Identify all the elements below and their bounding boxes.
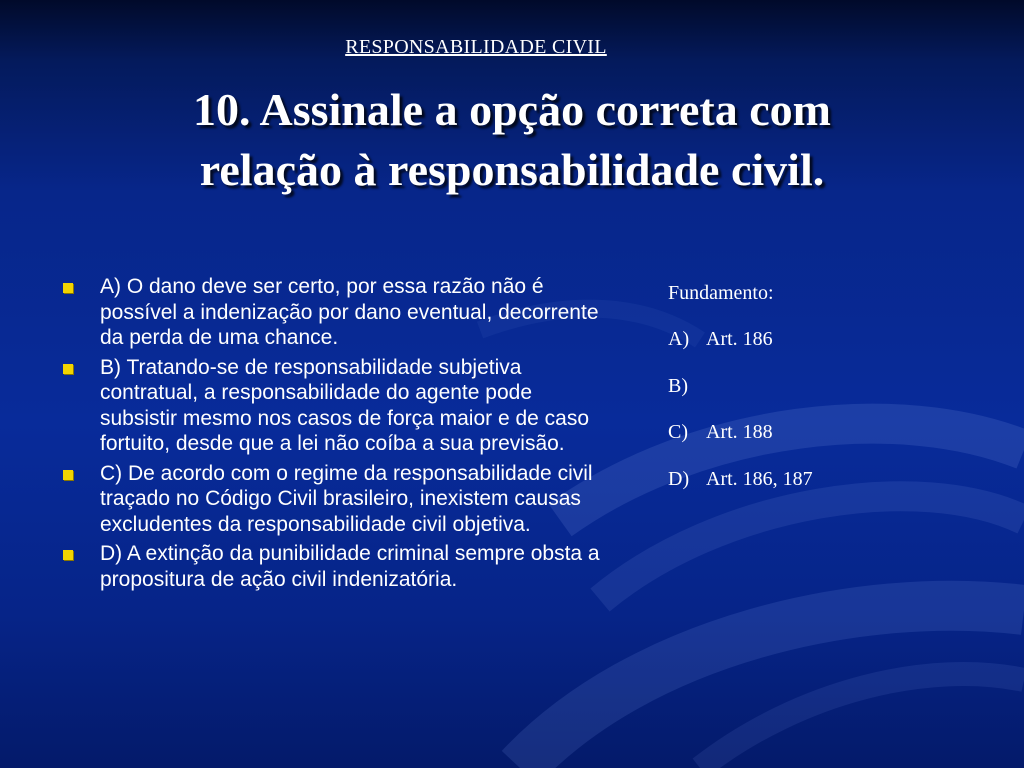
fundamento-item-letter: A) [668, 328, 690, 350]
question-title [60, 80, 964, 200]
square-bullet-icon [63, 470, 73, 480]
fundamento-item-d [668, 466, 813, 492]
question-title-line-2: relação à responsabilidade civil. [199, 144, 825, 195]
slide-header: RESPONSABILIDADE CIVIL [345, 36, 607, 58]
answer-option-c-text: C) De acordo com o regime da responsabilidade civil traçado no Código Civil brasileiro, inexistem causas excludentes da responsabilidade civil objetiva. [100, 461, 593, 536]
fundamento-title: Fundamento: [668, 282, 774, 304]
answer-option-c [60, 461, 600, 538]
question-title-line-1: 10. Assinale a opção correta com [193, 84, 831, 135]
fundamento-item-c [668, 419, 813, 445]
answer-option-b [60, 355, 600, 457]
answer-option-a-text: A) O dano deve ser certo, por essa razão não é possível a indenização por dano eventual, decorrente da perda de uma chance. [100, 275, 599, 349]
fundamento-item-letter: D) [668, 467, 690, 490]
fundamento-item-b [668, 373, 813, 399]
fundamento-item-a [668, 326, 813, 352]
fundamento-item-letter: B) [668, 374, 688, 397]
fundamento-item-text: Art. 186, 187 [706, 467, 813, 490]
fundamento-item-text: Art. 186 [706, 328, 773, 350]
square-bullet-icon [63, 364, 73, 374]
fundamento-item-text: Art. 188 [706, 421, 773, 443]
answer-option-b-text: B) Tratando-se de responsabilidade subjetiva contratual, a responsabilidade do agente pode subsistir mesmo nos casos de força maior e de caso fortuito, desde que a lei não coíba a sua previsão. [100, 355, 590, 455]
answer-option-a [60, 274, 600, 351]
square-bullet-icon [63, 550, 73, 560]
answer-option-d-text: D) A extinção da punibilidade criminal sempre obsta a propositura de ação civil indenizatória. [100, 542, 600, 591]
fundamento-panel [668, 280, 813, 512]
answer-options-list [60, 274, 600, 596]
answer-option-d [60, 541, 600, 592]
fundamento-item-letter: C) [668, 421, 688, 443]
square-bullet-icon [63, 283, 73, 293]
